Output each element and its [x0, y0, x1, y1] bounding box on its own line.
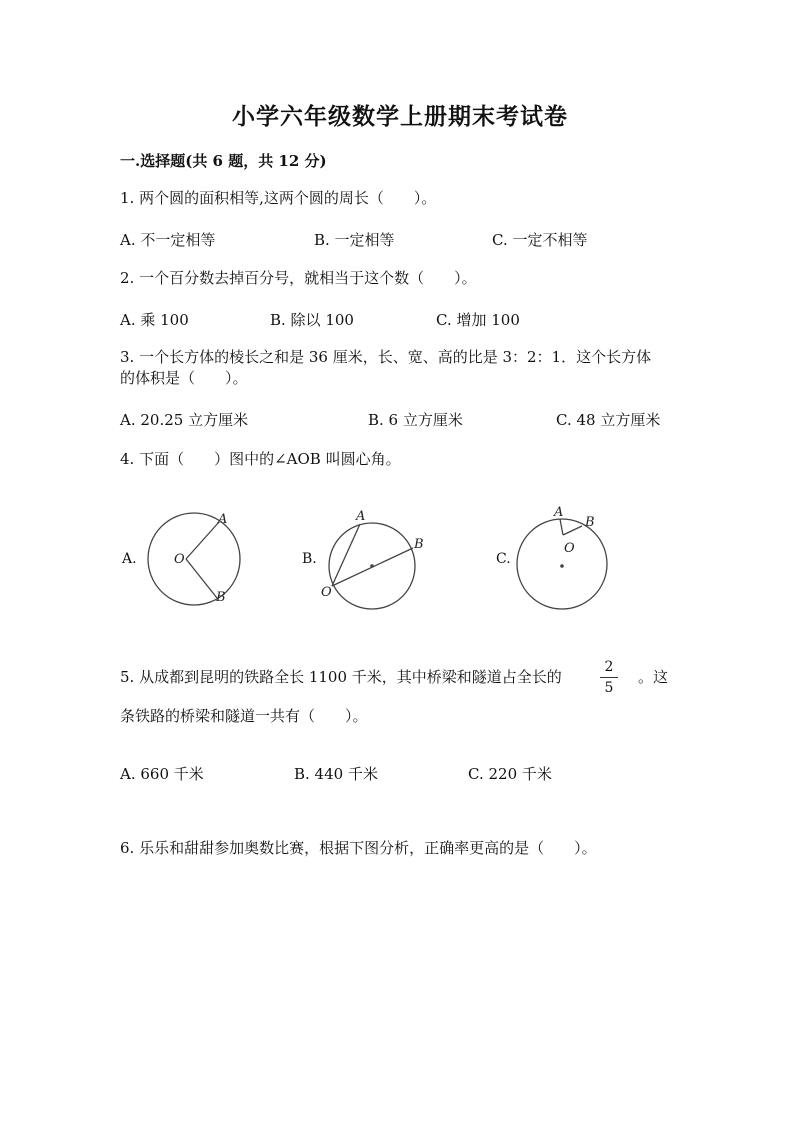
fraction-numerator: 2 — [604, 659, 614, 675]
question-3-option-c: C. 48 立方厘米 — [556, 411, 661, 429]
question-1-stem: 1. 两个圆的面积相等,这两个圆的周长（ ）。 — [120, 189, 437, 207]
question-5-option-c: C. 220 千米 — [468, 765, 552, 783]
question-5-option-b: B. 440 千米 — [294, 765, 378, 783]
question-3-stem-line2: 的体积是（ ）。 — [120, 369, 248, 387]
figure-c-point-a: A — [554, 505, 564, 520]
figure-a-label: A. — [122, 551, 137, 567]
question-5-fraction — [598, 658, 620, 697]
page-title: 小学六年级数学上册期末考试卷 — [232, 103, 568, 130]
figure-c-label: C. — [496, 551, 511, 567]
question-1-option-b: B. 一定相等 — [314, 231, 395, 249]
figure-c-point-o: O — [564, 541, 575, 556]
figure-a-point-b: B — [216, 590, 226, 605]
fraction-bar — [600, 677, 618, 678]
figure-b-point-a: A — [356, 509, 366, 524]
question-6-stem: 6. 乐乐和甜甜参加奥数比赛，根据下图分析，正确率更高的是（ ）。 — [120, 839, 597, 857]
fraction-denominator: 5 — [604, 680, 614, 696]
figure-b-label: B. — [302, 551, 317, 567]
question-5-option-a: A. 660 千米 — [120, 765, 204, 783]
question-4-stem: 4. 下面（ ）图中的∠AOB 叫圆心角。 — [120, 450, 401, 468]
question-5-stem-line1: 5. 从成都到昆明的铁路全长 1100 千米，其中桥梁和隧道占全长的 — [120, 668, 562, 686]
figure-b-point-b: B — [414, 537, 424, 552]
figure-a-point-o: O — [174, 552, 185, 567]
question-3-stem-line1: 3. 一个长方体的棱长之和是 36 厘米，长、宽、高的比是 3：2：1．这个长方体 — [120, 348, 652, 366]
figure-a-point-a: A — [218, 512, 228, 527]
question-1-option-c: C. 一定不相等 — [492, 231, 588, 249]
question-5-stem-line2: 条铁路的桥梁和隧道一共有（ ）。 — [120, 707, 368, 725]
question-2-option-a: A. 乘 100 — [120, 311, 189, 329]
question-2-stem: 2. 一个百分数去掉百分号，就相当于这个数（ ）。 — [120, 269, 477, 287]
figure-c-point-b: B — [585, 515, 595, 530]
figure-b-circle-diagram — [318, 500, 436, 610]
question-5-stem-tail: 。这 — [638, 668, 669, 686]
question-3-option-a: A. 20.25 立方厘米 — [120, 411, 249, 429]
question-1-option-a: A. 不一定相等 — [120, 231, 216, 249]
question-2-option-b: B. 除以 100 — [270, 311, 354, 329]
section-heading: 一.选择题(共 6 题，共 12 分) — [120, 152, 327, 170]
question-2-option-c: C. 增加 100 — [436, 311, 520, 329]
figure-a-circle-diagram — [140, 505, 250, 615]
figure-c-circle-diagram — [508, 500, 618, 610]
question-3-option-b: B. 6 立方厘米 — [368, 411, 463, 429]
figure-b-point-o: O — [321, 585, 332, 600]
